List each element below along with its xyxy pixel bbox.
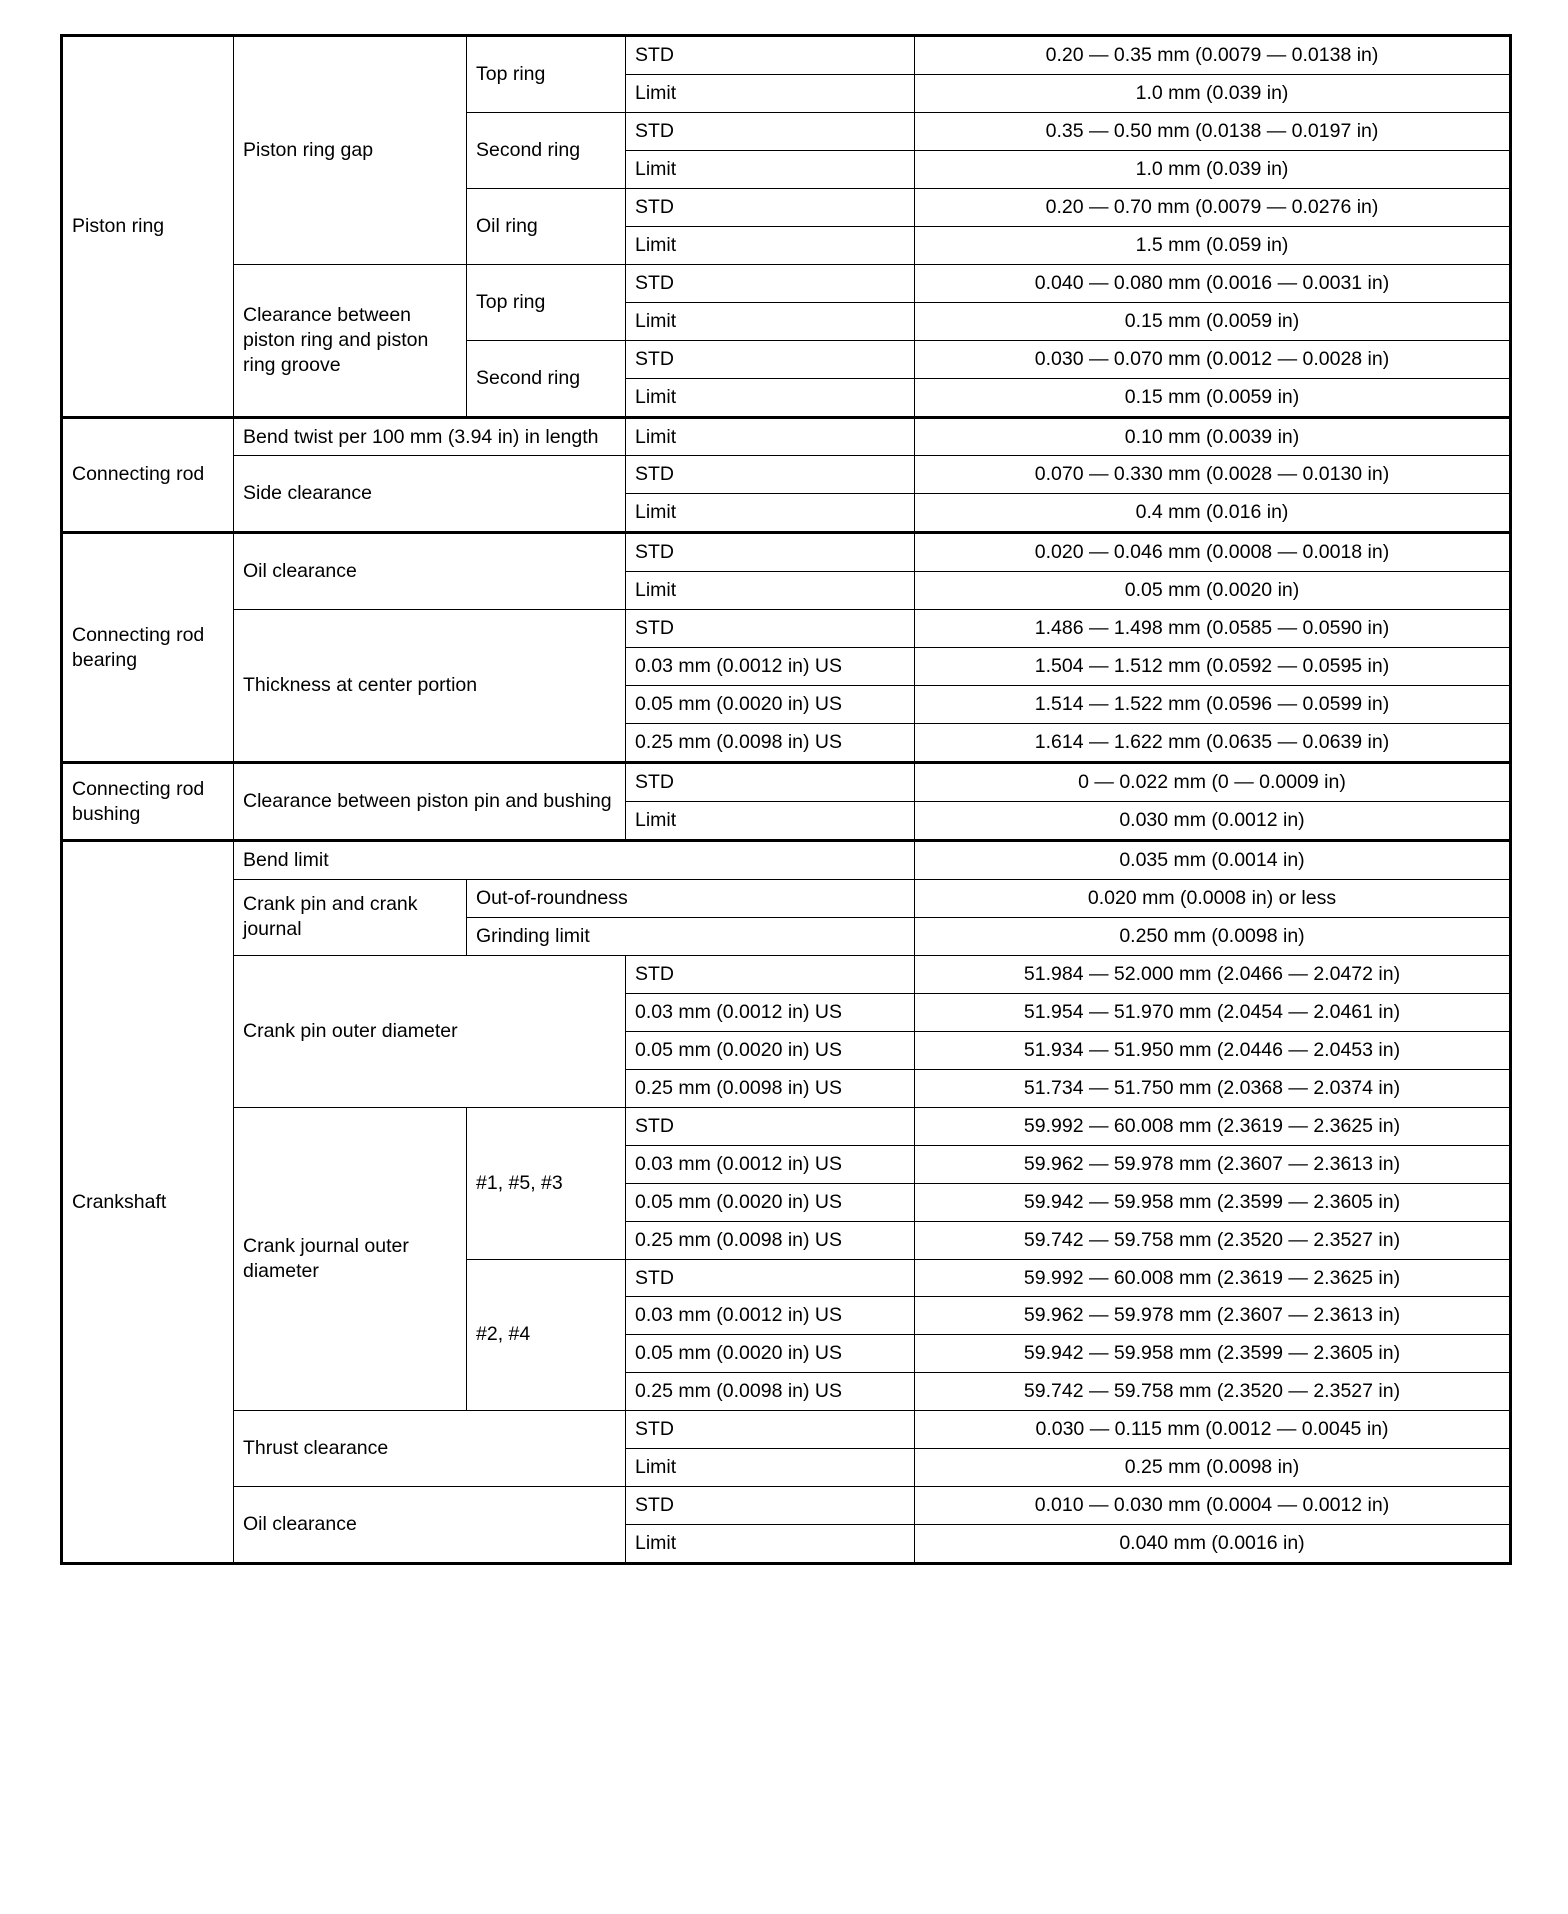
condition-cell: STD (626, 610, 915, 648)
condition-cell: STD (626, 36, 915, 75)
condition-cell: Limit (626, 1525, 915, 1564)
condition-cell: Grinding limit (467, 917, 915, 955)
value-cell: 0.4 mm (0.016 in) (915, 494, 1511, 533)
condition-cell: STD (626, 763, 915, 802)
table-row (62, 36, 1511, 75)
subcategory-cell: Oil clearance (234, 533, 626, 610)
value-cell: 0.020 mm (0.0008 in) or less (915, 879, 1511, 917)
value-cell: 0.10 mm (0.0039 in) (915, 417, 1511, 456)
value-cell: 0.15 mm (0.0059 in) (915, 302, 1511, 340)
condition-cell: 0.05 mm (0.0020 in) US (626, 1031, 915, 1069)
condition-cell: Limit (626, 494, 915, 533)
table-row (62, 1487, 1511, 1525)
category-cell: Connecting rod (62, 417, 234, 533)
condition-cell: Limit (626, 302, 915, 340)
condition-cell: Out-of-roundness (467, 879, 915, 917)
value-cell: 0.250 mm (0.0098 in) (915, 917, 1511, 955)
category-cell: Connecting rod bearing (62, 533, 234, 763)
condition-cell: STD (626, 188, 915, 226)
value-cell: 59.992 — 60.008 mm (2.3619 — 2.3625 in) (915, 1107, 1511, 1145)
condition-cell: Limit (626, 378, 915, 417)
value-cell: 0.030 — 0.070 mm (0.0012 — 0.0028 in) (915, 340, 1511, 378)
value-cell: 1.486 — 1.498 mm (0.0585 — 0.0590 in) (915, 610, 1511, 648)
subcategory2-cell: Top ring (467, 36, 626, 113)
value-cell: 0.35 — 0.50 mm (0.0138 — 0.0197 in) (915, 112, 1511, 150)
condition-cell: Limit (626, 802, 915, 841)
value-cell: 0.040 — 0.080 mm (0.0016 — 0.0031 in) (915, 264, 1511, 302)
table-row (62, 841, 1511, 880)
subcategory-cell: Bend twist per 100 mm (3.94 in) in length (234, 417, 626, 456)
subcategory-cell: Crank journal outer diameter (234, 1107, 467, 1411)
condition-cell: STD (626, 1107, 915, 1145)
value-cell: 0.070 — 0.330 mm (0.0028 — 0.0130 in) (915, 456, 1511, 494)
subcategory2-cell: Second ring (467, 112, 626, 188)
subcategory-cell: Thrust clearance (234, 1411, 626, 1487)
value-cell: 59.742 — 59.758 mm (2.3520 — 2.3527 in) (915, 1373, 1511, 1411)
value-cell: 0 — 0.022 mm (0 — 0.0009 in) (915, 763, 1511, 802)
condition-cell: STD (626, 955, 915, 993)
subcategory-cell: Thickness at center portion (234, 610, 626, 763)
condition-cell: Limit (626, 417, 915, 456)
subcategory-cell: Clearance between piston pin and bushing (234, 763, 626, 841)
condition-cell: 0.05 mm (0.0020 in) US (626, 686, 915, 724)
value-cell: 51.734 — 51.750 mm (2.0368 — 2.0374 in) (915, 1069, 1511, 1107)
table-row (62, 610, 1511, 648)
subcategory-cell: Piston ring gap (234, 36, 467, 265)
value-cell: 51.984 — 52.000 mm (2.0466 — 2.0472 in) (915, 955, 1511, 993)
value-cell: 59.962 — 59.978 mm (2.3607 — 2.3613 in) (915, 1145, 1511, 1183)
condition-cell: Limit (626, 74, 915, 112)
condition-cell: 0.25 mm (0.0098 in) US (626, 724, 915, 763)
value-cell: 1.504 — 1.512 mm (0.0592 — 0.0595 in) (915, 648, 1511, 686)
table-row (62, 1107, 1511, 1145)
table-row (62, 879, 1511, 917)
value-cell: 0.15 mm (0.0059 in) (915, 378, 1511, 417)
condition-cell: STD (626, 1487, 915, 1525)
category-cell: Connecting rod bushing (62, 763, 234, 841)
condition-cell: 0.03 mm (0.0012 in) US (626, 993, 915, 1031)
value-cell: 59.942 — 59.958 mm (2.3599 — 2.3605 in) (915, 1183, 1511, 1221)
condition-cell: 0.25 mm (0.0098 in) US (626, 1221, 915, 1259)
subcategory2-cell: #1, #5, #3 (467, 1107, 626, 1259)
value-cell: 59.742 — 59.758 mm (2.3520 — 2.3527 in) (915, 1221, 1511, 1259)
value-cell: 0.010 — 0.030 mm (0.0004 — 0.0012 in) (915, 1487, 1511, 1525)
condition-cell: 0.05 mm (0.0020 in) US (626, 1183, 915, 1221)
condition-cell: Limit (626, 572, 915, 610)
category-cell: Piston ring (62, 36, 234, 418)
condition-cell: Limit (626, 226, 915, 264)
condition-cell: STD (626, 340, 915, 378)
value-cell: 1.5 mm (0.059 in) (915, 226, 1511, 264)
condition-cell: STD (626, 112, 915, 150)
value-cell: 59.962 — 59.978 mm (2.3607 — 2.3613 in) (915, 1297, 1511, 1335)
subcategory-cell: Bend limit (234, 841, 915, 880)
subcategory-cell: Clearance between piston ring and piston ring groove (234, 264, 467, 417)
subcategory2-cell: Second ring (467, 340, 626, 417)
table-row (62, 955, 1511, 993)
value-cell: 51.934 — 51.950 mm (2.0446 — 2.0453 in) (915, 1031, 1511, 1069)
value-cell: 0.20 — 0.70 mm (0.0079 — 0.0276 in) (915, 188, 1511, 226)
subcategory-cell: Oil clearance (234, 1487, 626, 1564)
table-row (62, 264, 1511, 302)
subcategory-cell: Side clearance (234, 456, 626, 533)
condition-cell: STD (626, 264, 915, 302)
value-cell: 0.040 mm (0.0016 in) (915, 1525, 1511, 1564)
value-cell: 1.514 — 1.522 mm (0.0596 — 0.0599 in) (915, 686, 1511, 724)
condition-cell: Limit (626, 1449, 915, 1487)
value-cell: 0.05 mm (0.0020 in) (915, 572, 1511, 610)
category-cell: Crankshaft (62, 841, 234, 1564)
value-cell: 0.20 — 0.35 mm (0.0079 — 0.0138 in) (915, 36, 1511, 75)
value-cell: 0.020 — 0.046 mm (0.0008 — 0.0018 in) (915, 533, 1511, 572)
subcategory-cell: Crank pin and crank journal (234, 879, 467, 955)
value-cell: 1.0 mm (0.039 in) (915, 150, 1511, 188)
condition-cell: STD (626, 1259, 915, 1297)
subcategory-cell: Crank pin outer diameter (234, 955, 626, 1107)
subcategory2-cell: Top ring (467, 264, 626, 340)
condition-cell: 0.25 mm (0.0098 in) US (626, 1373, 915, 1411)
table-row (62, 1411, 1511, 1449)
value-cell: 1.614 — 1.622 mm (0.0635 — 0.0639 in) (915, 724, 1511, 763)
value-cell: 0.25 mm (0.0098 in) (915, 1449, 1511, 1487)
subcategory2-cell: #2, #4 (467, 1259, 626, 1411)
condition-cell: STD (626, 1411, 915, 1449)
value-cell: 59.992 — 60.008 mm (2.3619 — 2.3625 in) (915, 1259, 1511, 1297)
table-body (62, 36, 1511, 1564)
value-cell: 0.030 — 0.115 mm (0.0012 — 0.0045 in) (915, 1411, 1511, 1449)
value-cell: 0.035 mm (0.0014 in) (915, 841, 1511, 880)
value-cell: 1.0 mm (0.039 in) (915, 74, 1511, 112)
condition-cell: 0.03 mm (0.0012 in) US (626, 1145, 915, 1183)
condition-cell: 0.03 mm (0.0012 in) US (626, 1297, 915, 1335)
value-cell: 51.954 — 51.970 mm (2.0454 — 2.0461 in) (915, 993, 1511, 1031)
table-row (62, 533, 1511, 572)
value-cell: 59.942 — 59.958 mm (2.3599 — 2.3605 in) (915, 1335, 1511, 1373)
condition-cell: 0.03 mm (0.0012 in) US (626, 648, 915, 686)
condition-cell: STD (626, 533, 915, 572)
engine-specification-table (60, 34, 1512, 1565)
table-row (62, 417, 1511, 456)
condition-cell: 0.25 mm (0.0098 in) US (626, 1069, 915, 1107)
table-row (62, 763, 1511, 802)
subcategory2-cell: Oil ring (467, 188, 626, 264)
condition-cell: 0.05 mm (0.0020 in) US (626, 1335, 915, 1373)
table-row (62, 456, 1511, 494)
condition-cell: Limit (626, 150, 915, 188)
value-cell: 0.030 mm (0.0012 in) (915, 802, 1511, 841)
condition-cell: STD (626, 456, 915, 494)
